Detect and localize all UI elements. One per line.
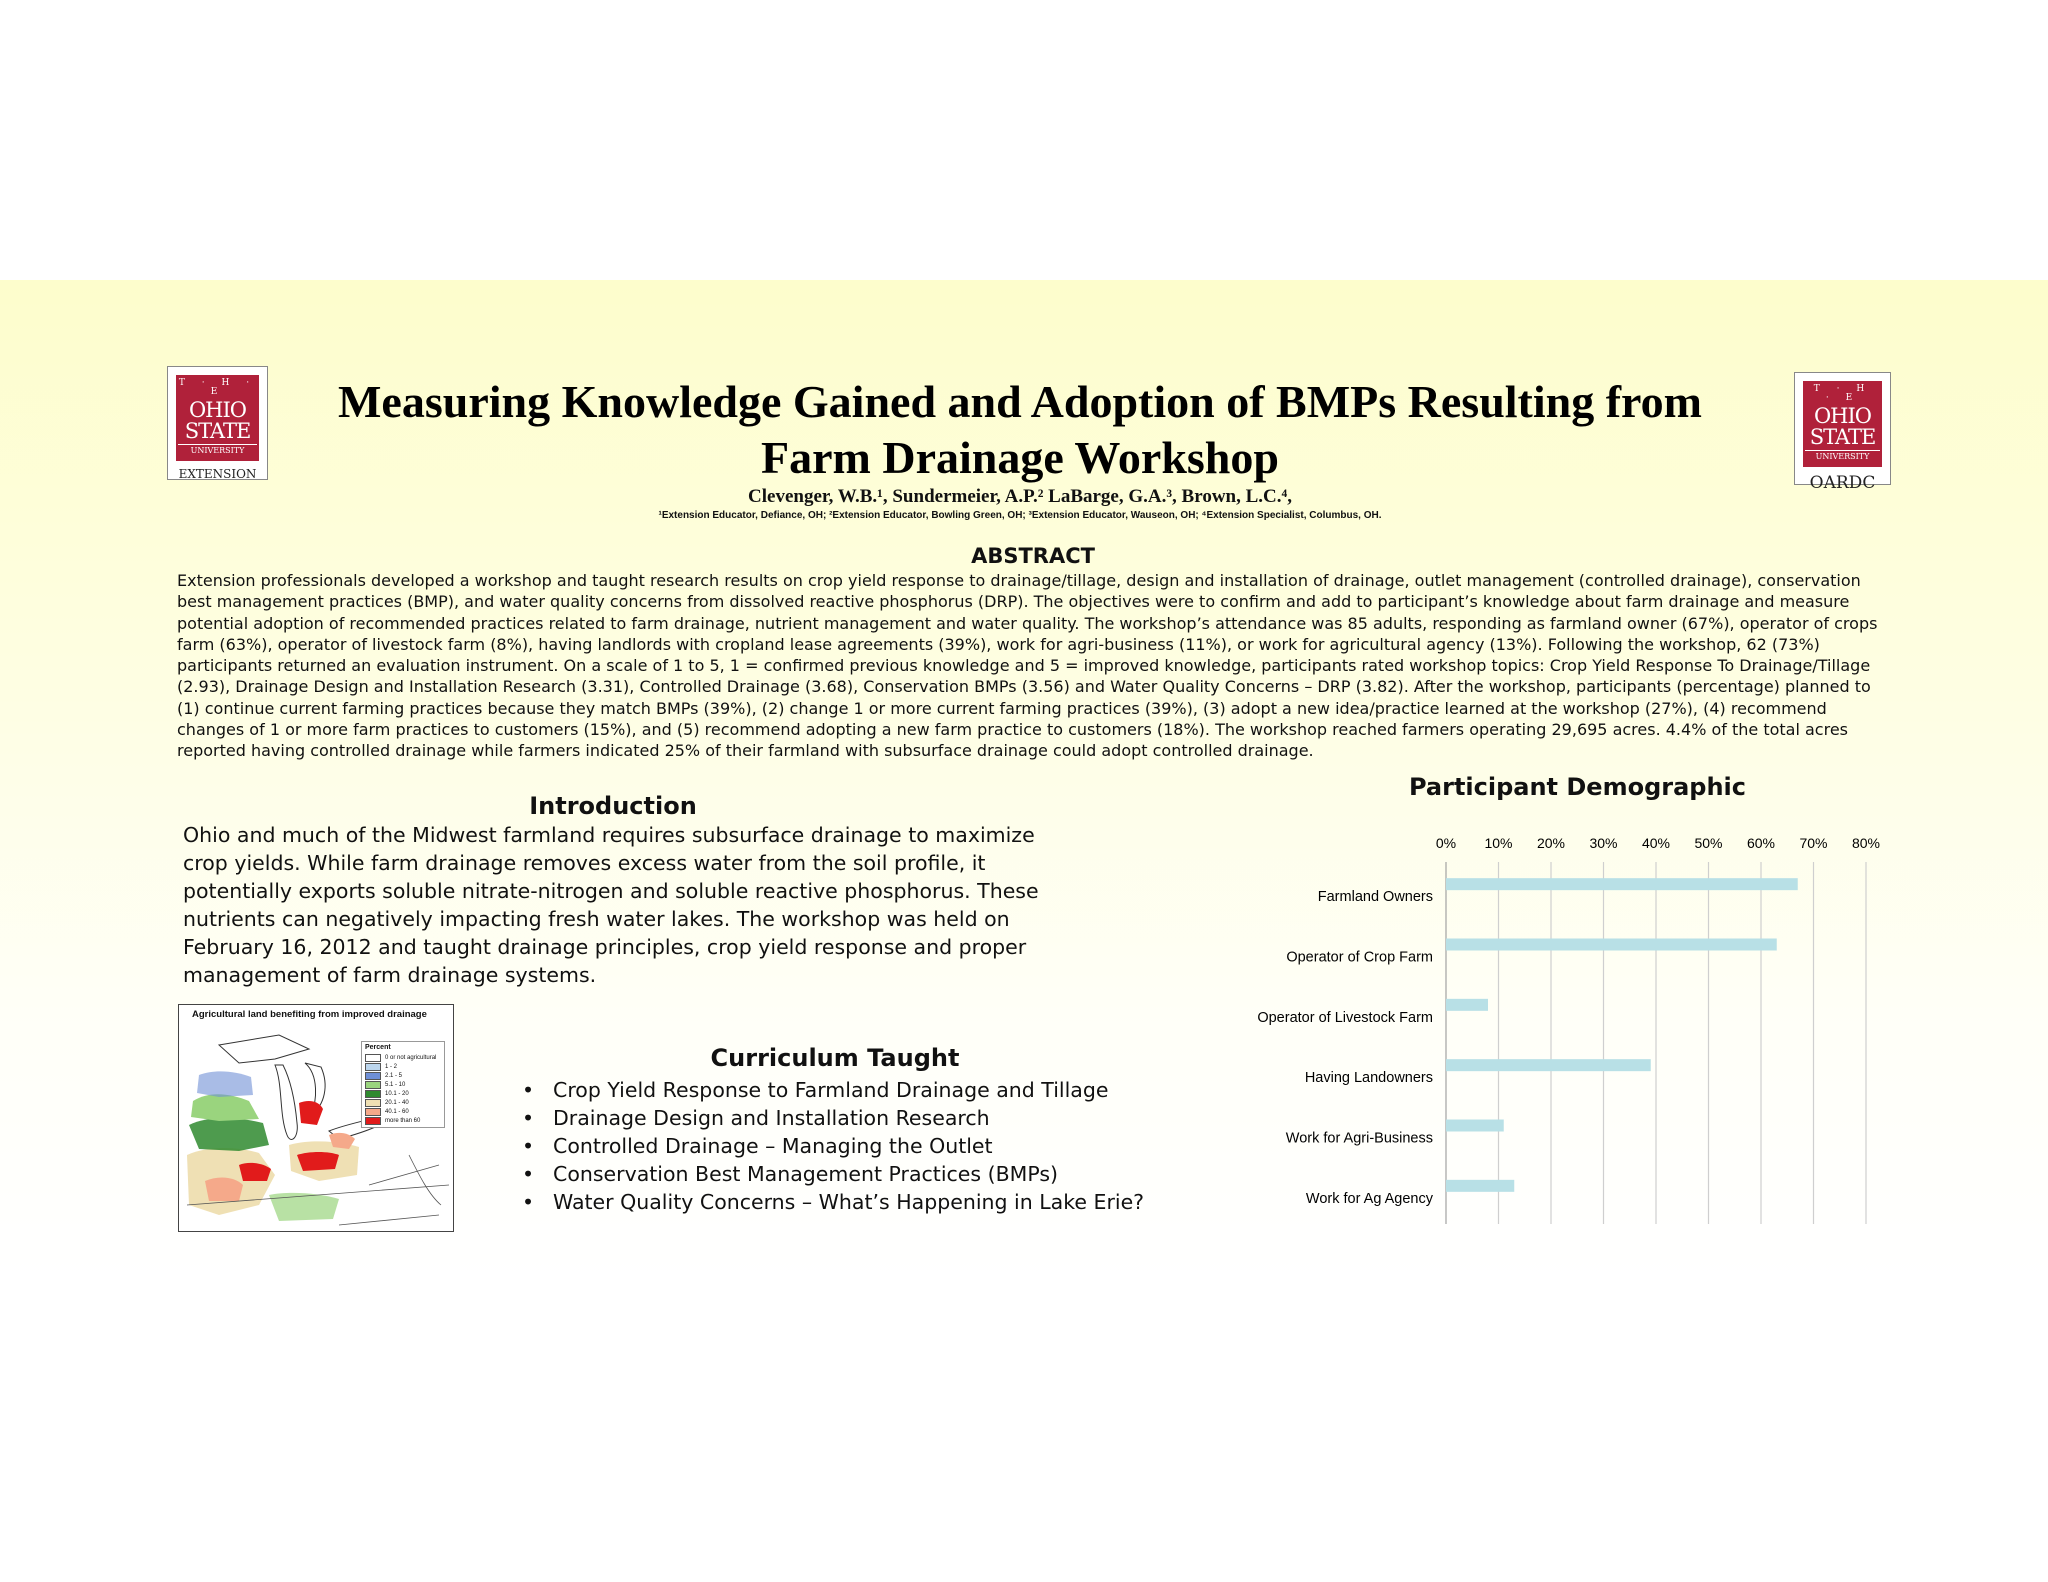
authors: Clevenger, W.B.¹, Sundermeier, A.P.² LaBarge, G.A.³, Brown, L.C.⁴, [748,486,1292,507]
introduction-text: Ohio and much of the Midwest farmland requires subsurface drainage to maximize crop yields. While farm drainage removes excess water from the soil profile, it potentially exports soluble nitrate-nitrogen and soluble reactive phosphorus. These nutrients can negatively impacting fresh water lakes. The workshop was held on February 16, 2012 and taught drainage principles, crop yield response and proper management of farm drainage systems. [183,823,1039,987]
x-tick-label: 30% [1589,835,1618,851]
curriculum-heading: Curriculum Taught [710,1044,960,1072]
osu-extension-logo [167,366,268,480]
map-legend-swatch [365,1081,381,1089]
map-legend-swatch [365,1063,381,1071]
list-item: • Conservation Best Management Practices (BMPs) [522,1160,1222,1188]
title-line-2: Farm Drainage Workshop [761,432,1279,483]
map-legend-label: 10.1 - 20 [385,1090,409,1097]
map-legend-label: more than 60 [385,1117,421,1124]
x-tick-label: 80% [1851,835,1881,851]
osu-seal [176,375,259,461]
list-item: • Controlled Drainage – Managing the Outlet [522,1132,1222,1160]
abstract-heading: ABSTRACT [971,544,1095,568]
list-item: • Crop Yield Response to Farmland Drainage and Tillage [522,1076,1222,1104]
map-legend-item [365,1080,441,1089]
x-tick-label: 40% [1641,835,1671,851]
map-legend-item [365,1071,441,1080]
x-tick-label: 20% [1536,835,1566,851]
map-legend-label: 20.1 - 40 [385,1099,409,1106]
logo-sub-oardc: OARDC [1809,473,1876,493]
logo-sub-extension: EXTENSION [178,467,257,481]
map-legend-item [365,1116,441,1125]
x-tick-label: 0% [1435,835,1457,851]
seal-univ: UNIVERSITY [1805,450,1880,461]
list-item: • Water Quality Concerns – What’s Happening in Lake Erie? [522,1188,1222,1216]
category-label: Farmland Owners [1317,889,1433,906]
category-label: Operator of Crop Farm [1286,949,1433,966]
bar [1446,1059,1651,1071]
seal-name: OHIO STATE [184,398,251,443]
map-legend-label: 2.1 - 5 [385,1072,403,1079]
map-legend-item [365,1062,441,1071]
bar [1446,878,1798,890]
map-legend-item [365,1053,441,1062]
drainage-map [178,1004,454,1232]
map-legend-swatch [365,1054,381,1062]
map-legend [361,1041,445,1128]
demographic-heading: Participant Demographic [1408,773,1747,801]
bar [1446,1120,1504,1132]
abstract-text: Extension professionals developed a workshop and taught research results on crop yield response to drainage/tillage, design and installation of drainage, outlet management (controlled drainage), conservation best management practices (BMP), and water quality concerns from dissolved reactive phosphorus (DRP). The objectives were to confirm and add to participant’s knowledge about farm drainage and measure potential adoption of recommended practices related to farm drainage, nutrient management and water quality. The workshop’s attendance was 85 adults, responding as farmland owner (67%), operator of crops farm (63%), operator of livestock farm (8%), having landlords with cropland lease agreements (39%), work for agri-business (11%), or work for agricultural agency (13%). Following the workshop, 62 (73%) participants returned an evaluation instrument. On a scale of 1 to 5, 1 = confirmed previous knowledge and 5 = improved knowledge, participants rated workshop topics: Crop Yield Response To Drainage/Tillage (2.93), Drainage Design and Installation Research (3.31), Controlled Drainage (3.68), Conservation BMPs (3.56) and Water Quality Concerns – DRP (3.82). After the workshop, participants (percentage) planned to (1) continue current farming practices because they match BMPs (39%), (2) change 1 or more current farming practices (39%), (3) adopt a new idea/practice learned at the workshop (27%), (4) recommend changes of 1 or more farm practices to customers (15%), and (5) recommend adopting a new farm practice to customers (18%). The workshop reached farmers operating 29,695 acres. 4.4% of the total acres reported having controlled drainage while farmers indicated 25% of their farmland with subsurface drainage could adopt controlled drainage. [177,571,1878,761]
affiliations: ¹Extension Educator, Defiance, OH; ²Extension Educator, Bowling Green, OH; ³Extension Educator, Wauseon, OH; ⁴Extension Specialist, Columbus, OH. [658,510,1382,521]
curriculum-list [522,1076,1222,1216]
category-label: Work for Ag Agency [1305,1190,1433,1207]
bar [1446,1180,1514,1192]
osu-seal [1803,381,1882,467]
map-legend-swatch [365,1108,381,1116]
map-legend-swatch [365,1117,381,1125]
poster-title [300,374,1740,486]
map-legend-item [365,1098,441,1107]
x-tick-label: 10% [1484,835,1513,851]
title-line-1: Measuring Knowledge Gained and Adoption of BMPs Resulting from [338,376,1702,427]
demographic-bar-chart [1200,826,1900,1238]
map-legend-label: 0 or not agricultural [385,1054,437,1061]
map-legend-label: 40.1 - 60 [385,1108,409,1115]
map-legend-label: 5.1 - 10 [385,1081,406,1088]
bar [1446,939,1777,951]
category-label: Work for Agri-Business [1285,1130,1433,1147]
list-item: • Drainage Design and Installation Research [522,1104,1222,1132]
osu-oardc-logo [1794,372,1891,493]
map-legend-swatch [365,1072,381,1080]
x-tick-label: 50% [1694,835,1723,851]
map-legend-item [365,1089,441,1098]
seal-name: OHIO STATE [1809,404,1876,449]
x-tick-label: 60% [1746,835,1776,851]
seal-the: T · H · E [1813,384,1872,403]
map-legend-swatch [365,1099,381,1107]
seal-univ: UNIVERSITY [178,444,257,455]
seal-the: T · H · E [178,378,257,397]
map-legend-title: Percent [365,1044,391,1051]
map-title: Agricultural land benefiting from improved drainage [192,1009,427,1020]
map-legend-item [365,1107,441,1116]
map-legend-label: 1 - 2 [385,1063,398,1070]
x-tick-label: 70% [1799,835,1828,851]
category-label: Operator of Livestock Farm [1257,1009,1433,1026]
introduction-heading: Introduction [529,792,697,820]
category-label: Having Landowners [1304,1070,1433,1087]
bar [1446,999,1488,1011]
map-legend-swatch [365,1090,381,1098]
